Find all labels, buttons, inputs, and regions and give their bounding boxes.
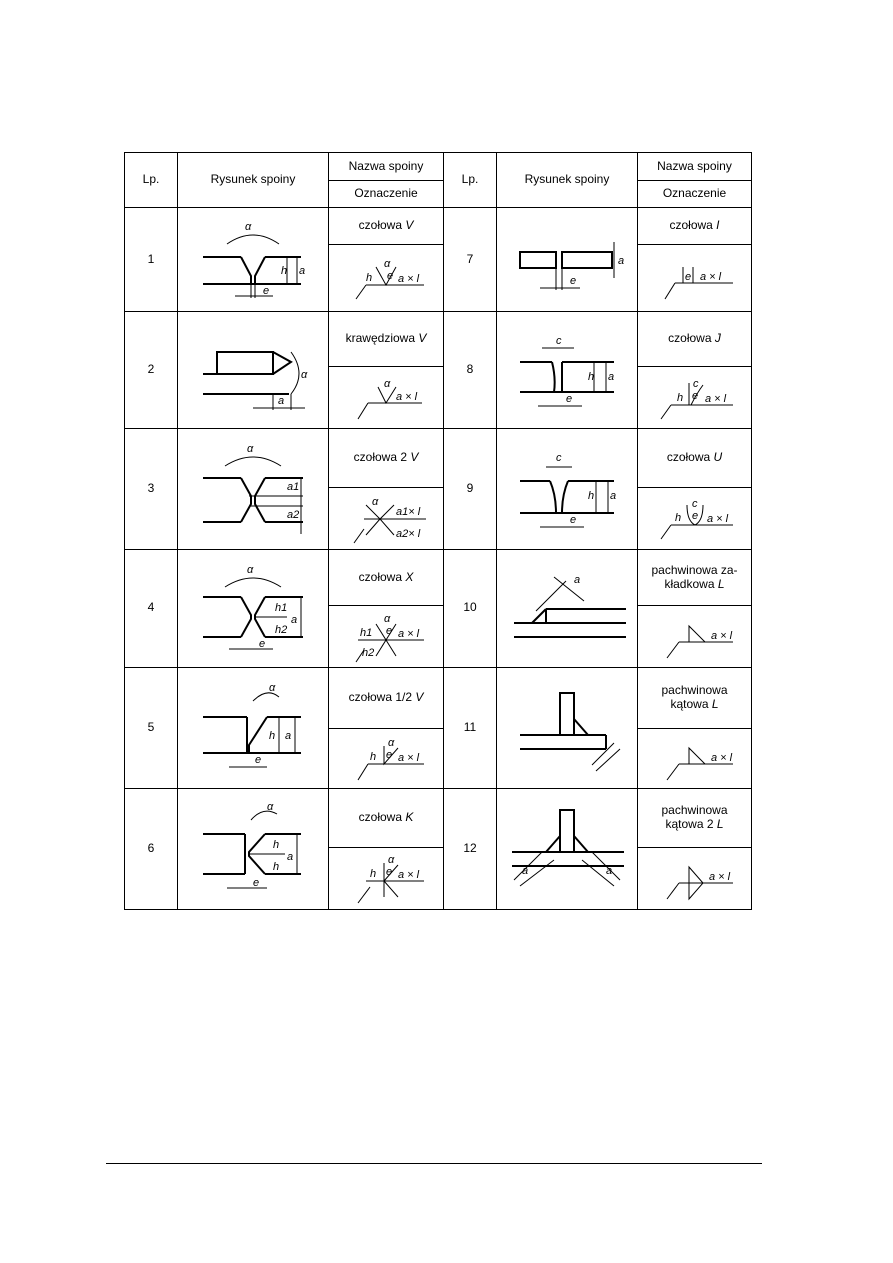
weld-symbol-7 [638, 245, 752, 311]
corner-fillet-weld-drawing [502, 673, 632, 783]
k-weld-drawing [183, 794, 323, 904]
half-v-weld-drawing [183, 673, 323, 783]
weld-drawing-7 [497, 208, 638, 312]
alpha-label: α [245, 220, 252, 233]
svg-text:e: e [691, 389, 698, 402]
svg-text:c: c [556, 335, 562, 348]
row-number: 6 [125, 789, 178, 910]
svg-text:h: h [273, 861, 280, 874]
svg-text:a × l: a × l [398, 627, 420, 640]
svg-text:a: a [574, 574, 581, 587]
svg-text:a × l: a × l [710, 629, 732, 642]
svg-text:h: h [674, 512, 681, 525]
weld-types-table [124, 152, 752, 910]
header-designation: Oznaczenie [329, 181, 444, 208]
svg-text:a × l: a × l [699, 271, 721, 284]
weld-symbol-12 [638, 847, 752, 909]
svg-text:h2: h2 [362, 646, 375, 659]
weld-drawing-1 [178, 208, 329, 312]
weld-drawing-3 [178, 429, 329, 550]
row-number: 9 [444, 429, 497, 550]
weld-drawing-5 [178, 667, 329, 789]
svg-text:h: h [588, 371, 595, 384]
fillet-symbol-icon [645, 612, 745, 662]
svg-text:h1: h1 [360, 626, 373, 639]
row-number: 11 [444, 667, 497, 789]
header-name: Nazwa spoiny [329, 153, 444, 181]
svg-text:h: h [370, 868, 377, 881]
row-number: 1 [125, 208, 178, 312]
weld-drawing-10 [497, 550, 638, 668]
v-butt-weld-drawing [183, 212, 323, 308]
header-designation: Oznaczenie [638, 181, 752, 208]
svg-text:α: α [388, 854, 395, 867]
row-number: 3 [125, 429, 178, 550]
row-number: 8 [444, 311, 497, 429]
svg-text:e: e [566, 393, 573, 406]
svg-text:a: a [278, 395, 285, 408]
svg-text:h: h [269, 729, 276, 742]
weld-drawing-4 [178, 550, 329, 668]
svg-text:a × l: a × l [708, 871, 730, 884]
svg-text:e: e [259, 638, 266, 651]
svg-text:e: e [255, 753, 262, 766]
svg-text:a: a [618, 254, 625, 267]
svg-text:h2: h2 [275, 624, 288, 637]
weld-name-6: czołowa K [329, 789, 444, 847]
svg-text:h: h [273, 839, 280, 852]
weld-symbol-5 [329, 728, 444, 788]
weld-name-11: pachwinowa kątowa L [638, 667, 752, 728]
svg-text:e: e [386, 624, 393, 637]
svg-text:α: α [269, 681, 276, 694]
svg-text:a: a [291, 614, 298, 627]
svg-text:a: a [522, 865, 529, 878]
weld-drawing-11 [497, 667, 638, 789]
weld-name-8: czołowa J [638, 311, 752, 366]
weld-drawing-8 [497, 311, 638, 429]
svg-text:h1: h1 [275, 602, 288, 615]
weld-name-5: czołowa 1/2 V [329, 667, 444, 728]
u-butt-weld-drawing [502, 441, 632, 537]
row-number: 10 [444, 550, 497, 668]
weld-symbol-1 [329, 245, 444, 311]
svg-text:a1× l: a1× l [396, 506, 421, 519]
row-number: 12 [444, 789, 497, 910]
weld-name-2: krawędziowa V [329, 311, 444, 366]
svg-text:h: h [370, 750, 377, 763]
header-lp: Lp. [444, 153, 497, 208]
svg-text:a × l: a × l [398, 751, 420, 764]
svg-text:e: e [386, 866, 393, 879]
svg-text:a: a [608, 371, 615, 384]
edge-v-weld-drawing [183, 322, 323, 418]
svg-text:a: a [287, 851, 294, 864]
svg-text:α: α [247, 564, 254, 577]
x-weld-drawing [183, 553, 323, 663]
double-v-weld-drawing [183, 434, 323, 544]
svg-text:α: α [388, 736, 395, 749]
svg-text:α: α [384, 377, 391, 390]
svg-text:e: e [684, 271, 691, 284]
weld-drawing-9 [497, 429, 638, 550]
u-weld-symbol-icon [645, 493, 745, 543]
weld-symbol-2 [329, 367, 444, 429]
svg-text:a2× l: a2× l [396, 528, 421, 541]
svg-text:a1: a1 [287, 481, 300, 494]
weld-name-9: czołowa U [638, 429, 752, 487]
double-fillet-symbol-icon [645, 853, 745, 903]
weld-symbol-3 [329, 487, 444, 549]
i-butt-weld-drawing [502, 212, 632, 308]
x-weld-symbol-icon [336, 610, 436, 664]
double-v-symbol-icon [336, 491, 436, 545]
svg-text:α: α [384, 612, 391, 625]
svg-text:α: α [247, 443, 254, 456]
weld-drawing-12 [497, 789, 638, 910]
weld-name-7: czołowa I [638, 208, 752, 245]
svg-text:e: e [570, 514, 577, 527]
svg-text:e: e [387, 270, 394, 283]
svg-text:e: e [253, 877, 260, 890]
weld-name-3: czołowa 2 V [329, 429, 444, 487]
weld-drawing-2 [178, 311, 329, 429]
svg-text:h: h [281, 264, 288, 277]
weld-drawing-6 [178, 789, 329, 910]
header-drawing: Rysunek spoiny [497, 153, 638, 208]
weld-symbol-4 [329, 606, 444, 667]
svg-text:a: a [285, 729, 292, 742]
svg-text:c: c [692, 377, 698, 390]
double-corner-fillet-weld-drawing [502, 794, 632, 904]
footer-rule [106, 1163, 762, 1164]
weld-name-10: pachwinowa za-kładkowa L [638, 550, 752, 606]
edge-v-symbol-icon [336, 373, 436, 423]
weld-symbol-11 [638, 728, 752, 788]
svg-text:a: a [606, 865, 613, 878]
half-v-symbol-icon [336, 734, 436, 784]
svg-text:e: e [570, 274, 577, 287]
svg-text:e: e [691, 510, 698, 523]
fillet-symbol-icon [645, 734, 745, 784]
svg-text:a × l: a × l [704, 392, 726, 405]
v-weld-symbol-icon [336, 253, 436, 303]
svg-text:h: h [366, 272, 373, 285]
svg-text:e: e [386, 748, 393, 761]
i-weld-symbol-icon [645, 253, 745, 303]
svg-text:α: α [267, 801, 274, 814]
svg-text:a × l: a × l [396, 390, 418, 403]
svg-text:a × l: a × l [398, 273, 420, 286]
svg-text:h: h [676, 391, 683, 404]
svg-text:a: a [299, 264, 306, 277]
row-number: 7 [444, 208, 497, 312]
svg-text:c: c [691, 498, 697, 511]
weld-name-4: czołowa X [329, 550, 444, 606]
j-weld-symbol-icon [645, 373, 745, 423]
weld-name-1: czołowa V [329, 208, 444, 245]
row-number: 2 [125, 311, 178, 429]
svg-text:α: α [301, 369, 308, 382]
lap-fillet-weld-drawing [502, 553, 632, 663]
svg-text:c: c [556, 452, 562, 465]
j-butt-weld-drawing [502, 322, 632, 418]
svg-text:a × l: a × l [398, 869, 420, 882]
svg-text:a × l: a × l [706, 513, 728, 526]
row-number: 5 [125, 667, 178, 789]
row-number: 4 [125, 550, 178, 668]
svg-text:a × l: a × l [710, 751, 732, 764]
svg-text:a2: a2 [287, 509, 300, 522]
weld-symbol-9 [638, 487, 752, 549]
weld-symbol-6 [329, 847, 444, 909]
header-drawing: Rysunek spoiny [178, 153, 329, 208]
k-weld-symbol-icon [336, 851, 436, 905]
weld-name-12: pachwinowa kątowa 2 L [638, 789, 752, 847]
header-lp: Lp. [125, 153, 178, 208]
header-name: Nazwa spoiny [638, 153, 752, 181]
svg-text:a: a [610, 490, 617, 503]
svg-text:α: α [372, 496, 379, 509]
weld-symbol-10 [638, 606, 752, 667]
svg-text:h: h [588, 490, 595, 503]
weld-symbol-8 [638, 367, 752, 429]
svg-text:e: e [263, 284, 270, 297]
svg-text:α: α [384, 258, 391, 271]
